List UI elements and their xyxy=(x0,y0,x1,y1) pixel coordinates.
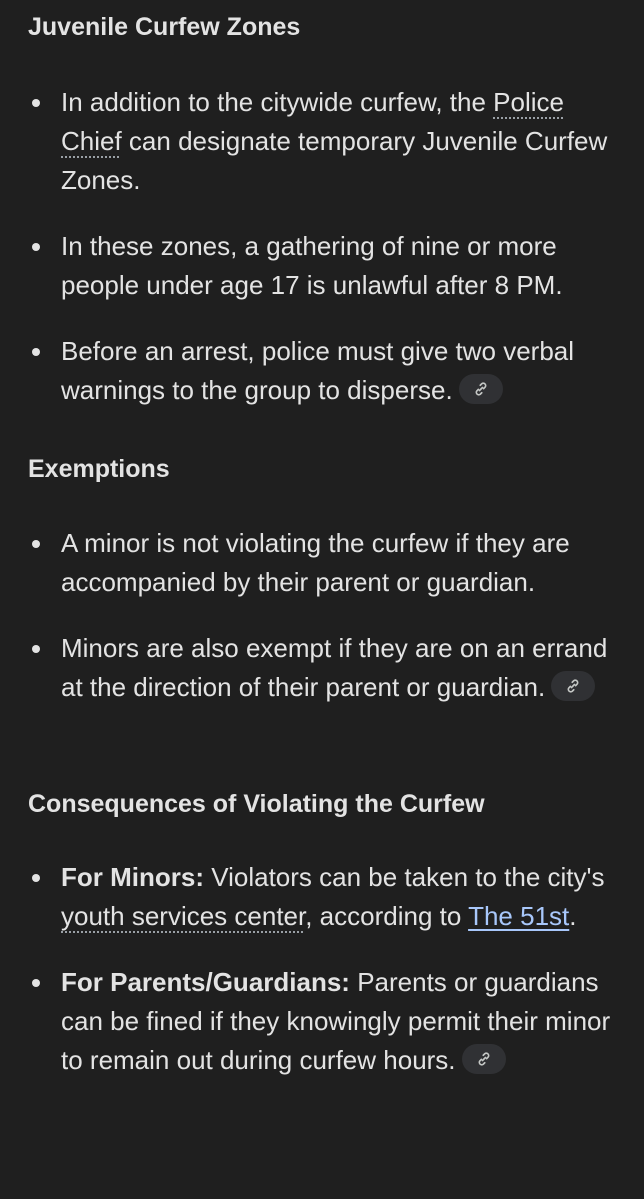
curfew-zones-list xyxy=(28,83,618,410)
list-item-text: Minors are also exempt if they are on an errand at the direction of their parent or guardian. xyxy=(61,633,608,702)
list-item xyxy=(28,858,618,936)
list-item xyxy=(28,332,618,410)
list-item-text: In these zones, a gathering of nine or more people under age 17 is unlawful after 8 PM. xyxy=(61,231,563,300)
list-item-text: , according to xyxy=(305,901,469,931)
source-link-chip[interactable] xyxy=(459,374,503,404)
list-item xyxy=(28,524,618,602)
list-item-text: In addition to the citywide curfew, the xyxy=(61,87,494,117)
list-item xyxy=(28,963,618,1080)
list-item xyxy=(28,629,618,707)
list-item-text: can designate temporary Juvenile Curfew Zones. xyxy=(61,126,608,195)
section-heading-exemptions: Exemptions xyxy=(28,455,170,483)
link-icon xyxy=(564,677,582,695)
consequences-list xyxy=(28,858,618,1080)
list-item-text: Violators can be taken to the city's xyxy=(204,862,605,892)
list-item-text: A minor is not violating the curfew if they are accompanied by their parent or guardian. xyxy=(61,528,570,597)
link-icon xyxy=(472,380,490,398)
source-link-chip[interactable] xyxy=(462,1044,506,1074)
link-icon xyxy=(475,1050,493,1068)
list-item-text: Before an arrest, police must give two verbal warnings to the group to disperse. xyxy=(61,336,575,405)
list-item-text: Parents or guardians can be fined if they knowingly permit their minor to remain out during curfew hours. xyxy=(61,967,611,1075)
source-link-chip[interactable] xyxy=(551,671,595,701)
list-item xyxy=(28,83,618,200)
list-item-text: . xyxy=(569,901,577,931)
section-heading-curfew-zones: Juvenile Curfew Zones xyxy=(28,13,301,41)
list-item-label: For Parents/Guardians: xyxy=(61,967,350,997)
exemptions-list xyxy=(28,524,618,707)
list-item xyxy=(28,227,618,305)
list-item-label: For Minors: xyxy=(61,862,204,892)
term-police-chief[interactable]: Police Chief xyxy=(61,87,564,156)
source-link-the-51st[interactable]: The 51st xyxy=(468,901,570,931)
section-heading-consequences: Consequences of Violating the Curfew xyxy=(28,790,485,818)
term-youth-services-center[interactable]: youth services center xyxy=(61,901,306,931)
